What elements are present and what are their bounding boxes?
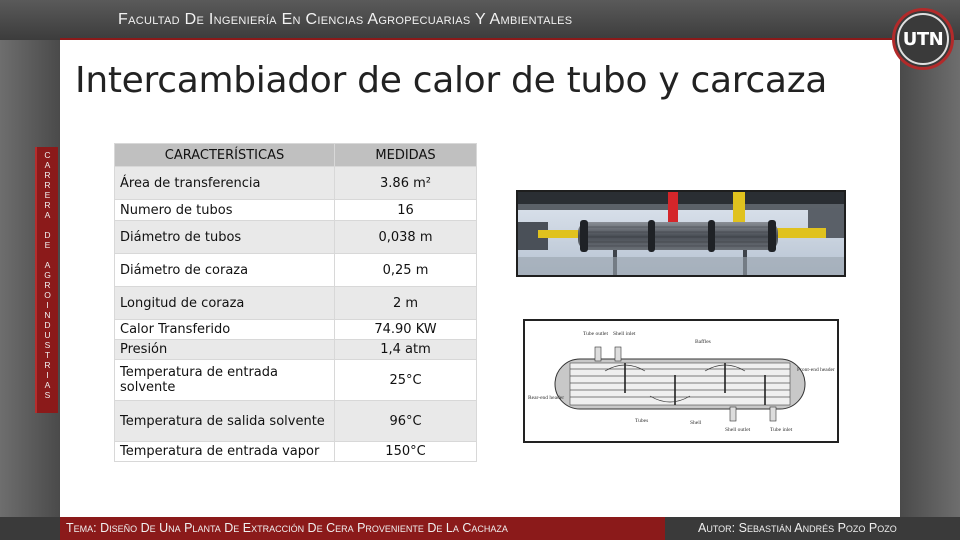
right-frame	[900, 0, 960, 540]
shell-tube-diagram	[523, 319, 839, 443]
table-row	[115, 254, 477, 287]
header-divider	[60, 38, 900, 40]
diagram-label: Tubes	[635, 418, 649, 424]
table-row	[115, 401, 477, 442]
diagram-label: Shell outlet	[725, 427, 751, 433]
row-label: Temperatura de entrada solvente	[115, 360, 335, 401]
utn-logo	[892, 8, 954, 70]
diagram-label: Tube inlet	[770, 427, 793, 433]
diagram-label: Front-end header	[797, 367, 835, 373]
row-label: Longitud de coraza	[115, 287, 335, 320]
slide-title: Intercambiador de calor de tubo y carcaza	[75, 60, 828, 101]
row-value: 1,4 atm	[335, 340, 477, 360]
table-row	[115, 360, 477, 401]
footer-author: Autor: Sebastián Andrés Pozo Pozo	[698, 521, 897, 535]
table-row	[115, 200, 477, 221]
row-value: 0,25 m	[335, 254, 477, 287]
table-header-row	[115, 144, 477, 167]
row-label: Diámetro de coraza	[115, 254, 335, 287]
diagram-label: Shell inlet	[613, 331, 636, 337]
table-row	[115, 221, 477, 254]
row-value: 96°C	[335, 401, 477, 442]
table-row	[115, 442, 477, 462]
diagram-label: Baffles	[695, 339, 711, 345]
row-value: 150°C	[335, 442, 477, 462]
table-row	[115, 287, 477, 320]
table-row	[115, 167, 477, 200]
row-value: 74.90 KW	[335, 320, 477, 340]
table-row	[115, 340, 477, 360]
row-label: Numero de tubos	[115, 200, 335, 221]
career-tab	[35, 147, 58, 413]
row-value: 25°C	[335, 360, 477, 401]
table-row	[115, 320, 477, 340]
column-header-features: CARACTERÍSTICAS	[115, 144, 335, 167]
footer-topic: Tema: Diseño De Una Planta De Extracción De Cera Proveniente De La Cachaza	[66, 521, 508, 535]
logo-text: UTN	[897, 13, 949, 65]
row-label: Temperatura de salida solvente	[115, 401, 335, 442]
institution-name: Facultad De Ingeniería En Ciencias Agropecuarias Y Ambientales	[118, 11, 573, 28]
row-value: 16	[335, 200, 477, 221]
heat-exchanger-photo	[516, 190, 846, 277]
row-label: Diámetro de tubos	[115, 221, 335, 254]
row-label: Presión	[115, 340, 335, 360]
row-value: 2 m	[335, 287, 477, 320]
row-label: Temperatura de entrada vapor	[115, 442, 335, 462]
row-value: 3.86 m²	[335, 167, 477, 200]
specs-table	[114, 143, 477, 462]
diagram-label: Shell	[690, 420, 702, 426]
diagram-label: Rear-end header	[528, 395, 565, 401]
diagram-label: Tube outlet	[583, 331, 609, 337]
column-header-measures: MEDIDAS	[335, 144, 477, 167]
career-label: C A R R E R A D E A G R O I N D U S T R I A S	[44, 150, 51, 400]
row-value: 0,038 m	[335, 221, 477, 254]
row-label: Área de transferencia	[115, 167, 335, 200]
row-label: Calor Transferido	[115, 320, 335, 340]
